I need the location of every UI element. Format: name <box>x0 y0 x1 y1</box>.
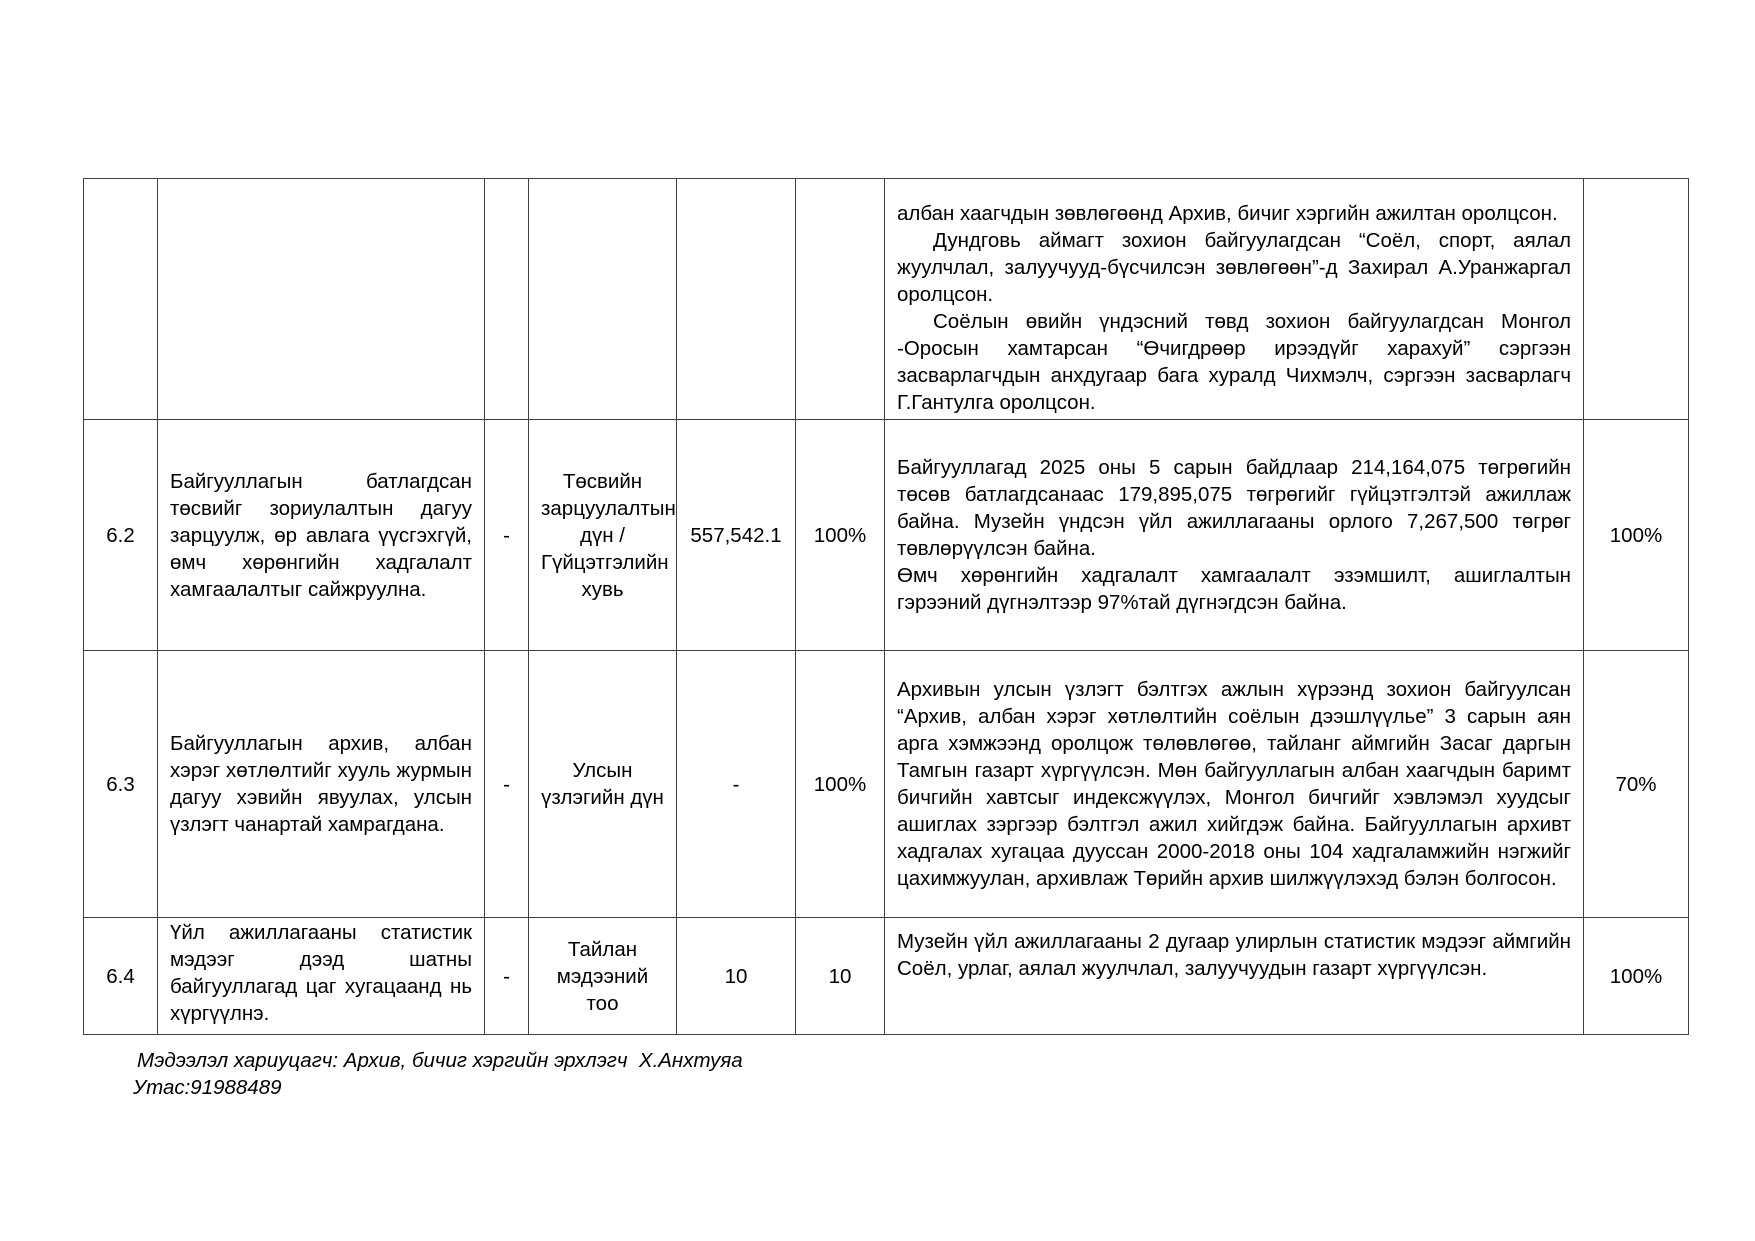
description-paragraph: Дундговь аймагт зохион байгуулагдсан “Соёл, спорт, аялал жуулчлал, залуучууд-бүсчилсэн зөвлөгөөн”-д Захирал А.Уранжаргал оролцсон. <box>897 229 1571 306</box>
progress-description <box>885 651 1584 918</box>
table-row <box>84 420 1689 651</box>
task-text <box>158 179 485 420</box>
report-table <box>83 178 1689 1035</box>
baseline-cell: - <box>485 651 529 918</box>
indicator-cell <box>529 179 677 420</box>
row-number: 6.4 <box>84 918 158 1035</box>
footer-contact <box>133 1047 743 1101</box>
description-paragraph: Байгууллагад 2025 оны 5 сарын байдлаар 214,164,075 төгрөгийн төсөв батлагдсанаас 179,895,075 төгрөгийг гүйцэтгэлтэй ажиллаж байна. Музейн үндсэн үйл ажиллагааны орлого 7,267,500 төгрөг төвлөрүүлсэн байна. <box>897 456 1571 560</box>
target-percent-cell <box>796 179 885 420</box>
table-row <box>84 179 1689 420</box>
description-paragraph: Музейн үйл ажиллагааны 2 дугаар улирлын статистик мэдээг аймгийн Соёл, урлаг, аялал жуулчлал, залуучуудын газарт хүргүүлсэн. <box>897 930 1571 980</box>
progress-description <box>885 420 1584 651</box>
description-paragraph: Өмч хөрөнгийн хадгалалт хамгаалалт эзэмшилт, ашиглалтын гэрээний дүгнэлтээр 97%тай дүгнэгдсэн байна. <box>897 564 1571 614</box>
description-paragraph: Соёлын өвийн үндэсний төвд зохион байгуулагдсан Монгол -Оросын хамтарсан “Өчигдрөөр ирээдүйг харахуй” сэргээн засварлагчдын анхдугаар бага хуралд Чихмэлч, сэргээн засварлагч Г.Гантулга оролцсон. <box>897 310 1571 414</box>
table-row <box>84 651 1689 918</box>
baseline-cell: - <box>485 420 529 651</box>
target-value-cell: 10 <box>677 918 796 1035</box>
task-text: Үйл ажиллагааны статистик мэдээг дээд шатны байгууллагад цаг хугацаанд нь хүргүүлнэ. <box>158 918 485 1035</box>
target-percent-cell: 10 <box>796 918 885 1035</box>
baseline-cell <box>485 179 529 420</box>
target-percent-cell: 100% <box>796 651 885 918</box>
target-value-cell: - <box>677 651 796 918</box>
result-percent-cell <box>1584 179 1689 420</box>
result-percent-cell: 100% <box>1584 918 1689 1035</box>
table-row <box>84 918 1689 1035</box>
target-value-cell <box>677 179 796 420</box>
responsible-person: Мэдээлэл хариуцагч: Архив, бичиг хэргийн эрхлэгч Х.Анхтуяа <box>137 1049 743 1072</box>
indicator-cell: Тайлан мэдээний тоо <box>529 918 677 1035</box>
indicator-cell: Улсын үзлэгийн дүн <box>529 651 677 918</box>
target-percent-cell: 100% <box>796 420 885 651</box>
phone-number: Утас:91988489 <box>133 1076 282 1099</box>
progress-description <box>885 918 1584 1035</box>
row-number <box>84 179 158 420</box>
description-paragraph: Архивын улсын үзлэгт бэлтгэх ажлын хүрээнд зохион байгуулсан “Архив, албан хэрэг хөтлөлтийн соёлын дээшлүүлье” 3 сарын аян арга хэмжээнд оролцож төлөвлөгөө, тайланг аймгийн Засаг даргын Тамгын газарт хүргүүлсэн. Мөн байгууллагын албан хаагчдын баримт бичгийн хавтсыг индексжүүлэх, Монгол бичгийг хэвлэмэл хуудсыг ашиглах зэргээр бэлтгэл ажил хийгдэж байна. Байгууллагын архивт хадгалах хугацаа дууссан 2000-2018 оны 104 хадгаламжийн нэгжийг цахимжуулан, архивлаж Төрийн архив шилжүүлэхэд бэлэн болгосон. <box>897 678 1571 890</box>
target-value-cell: 557,542.1 <box>677 420 796 651</box>
result-percent-cell: 100% <box>1584 420 1689 651</box>
task-text: Байгууллагын батлагдсан төсвийг зориулалтын дагуу зарцуулж, өр авлага үүсгэхгүй, өмч хөрөнгийн хадгалалт хамгаалалтыг сайжруулна. <box>158 420 485 651</box>
baseline-cell: - <box>485 918 529 1035</box>
row-number: 6.3 <box>84 651 158 918</box>
row-number: 6.2 <box>84 420 158 651</box>
indicator-cell: Төсвийн зарцуулалтын дүн /Гүйцэтгэлийн хувь <box>529 420 677 651</box>
result-percent-cell: 70% <box>1584 651 1689 918</box>
description-paragraph: албан хаагчдын зөвлөгөөнд Архив, бичиг хэргийн ажилтан оролцсон. <box>897 202 1558 225</box>
progress-description <box>885 179 1584 420</box>
task-text: Байгууллагын архив, албан хэрэг хөтлөлтийг хууль журмын дагуу хэвийн явуулах, улсын үзлэгт чанартай хамрагдана. <box>158 651 485 918</box>
